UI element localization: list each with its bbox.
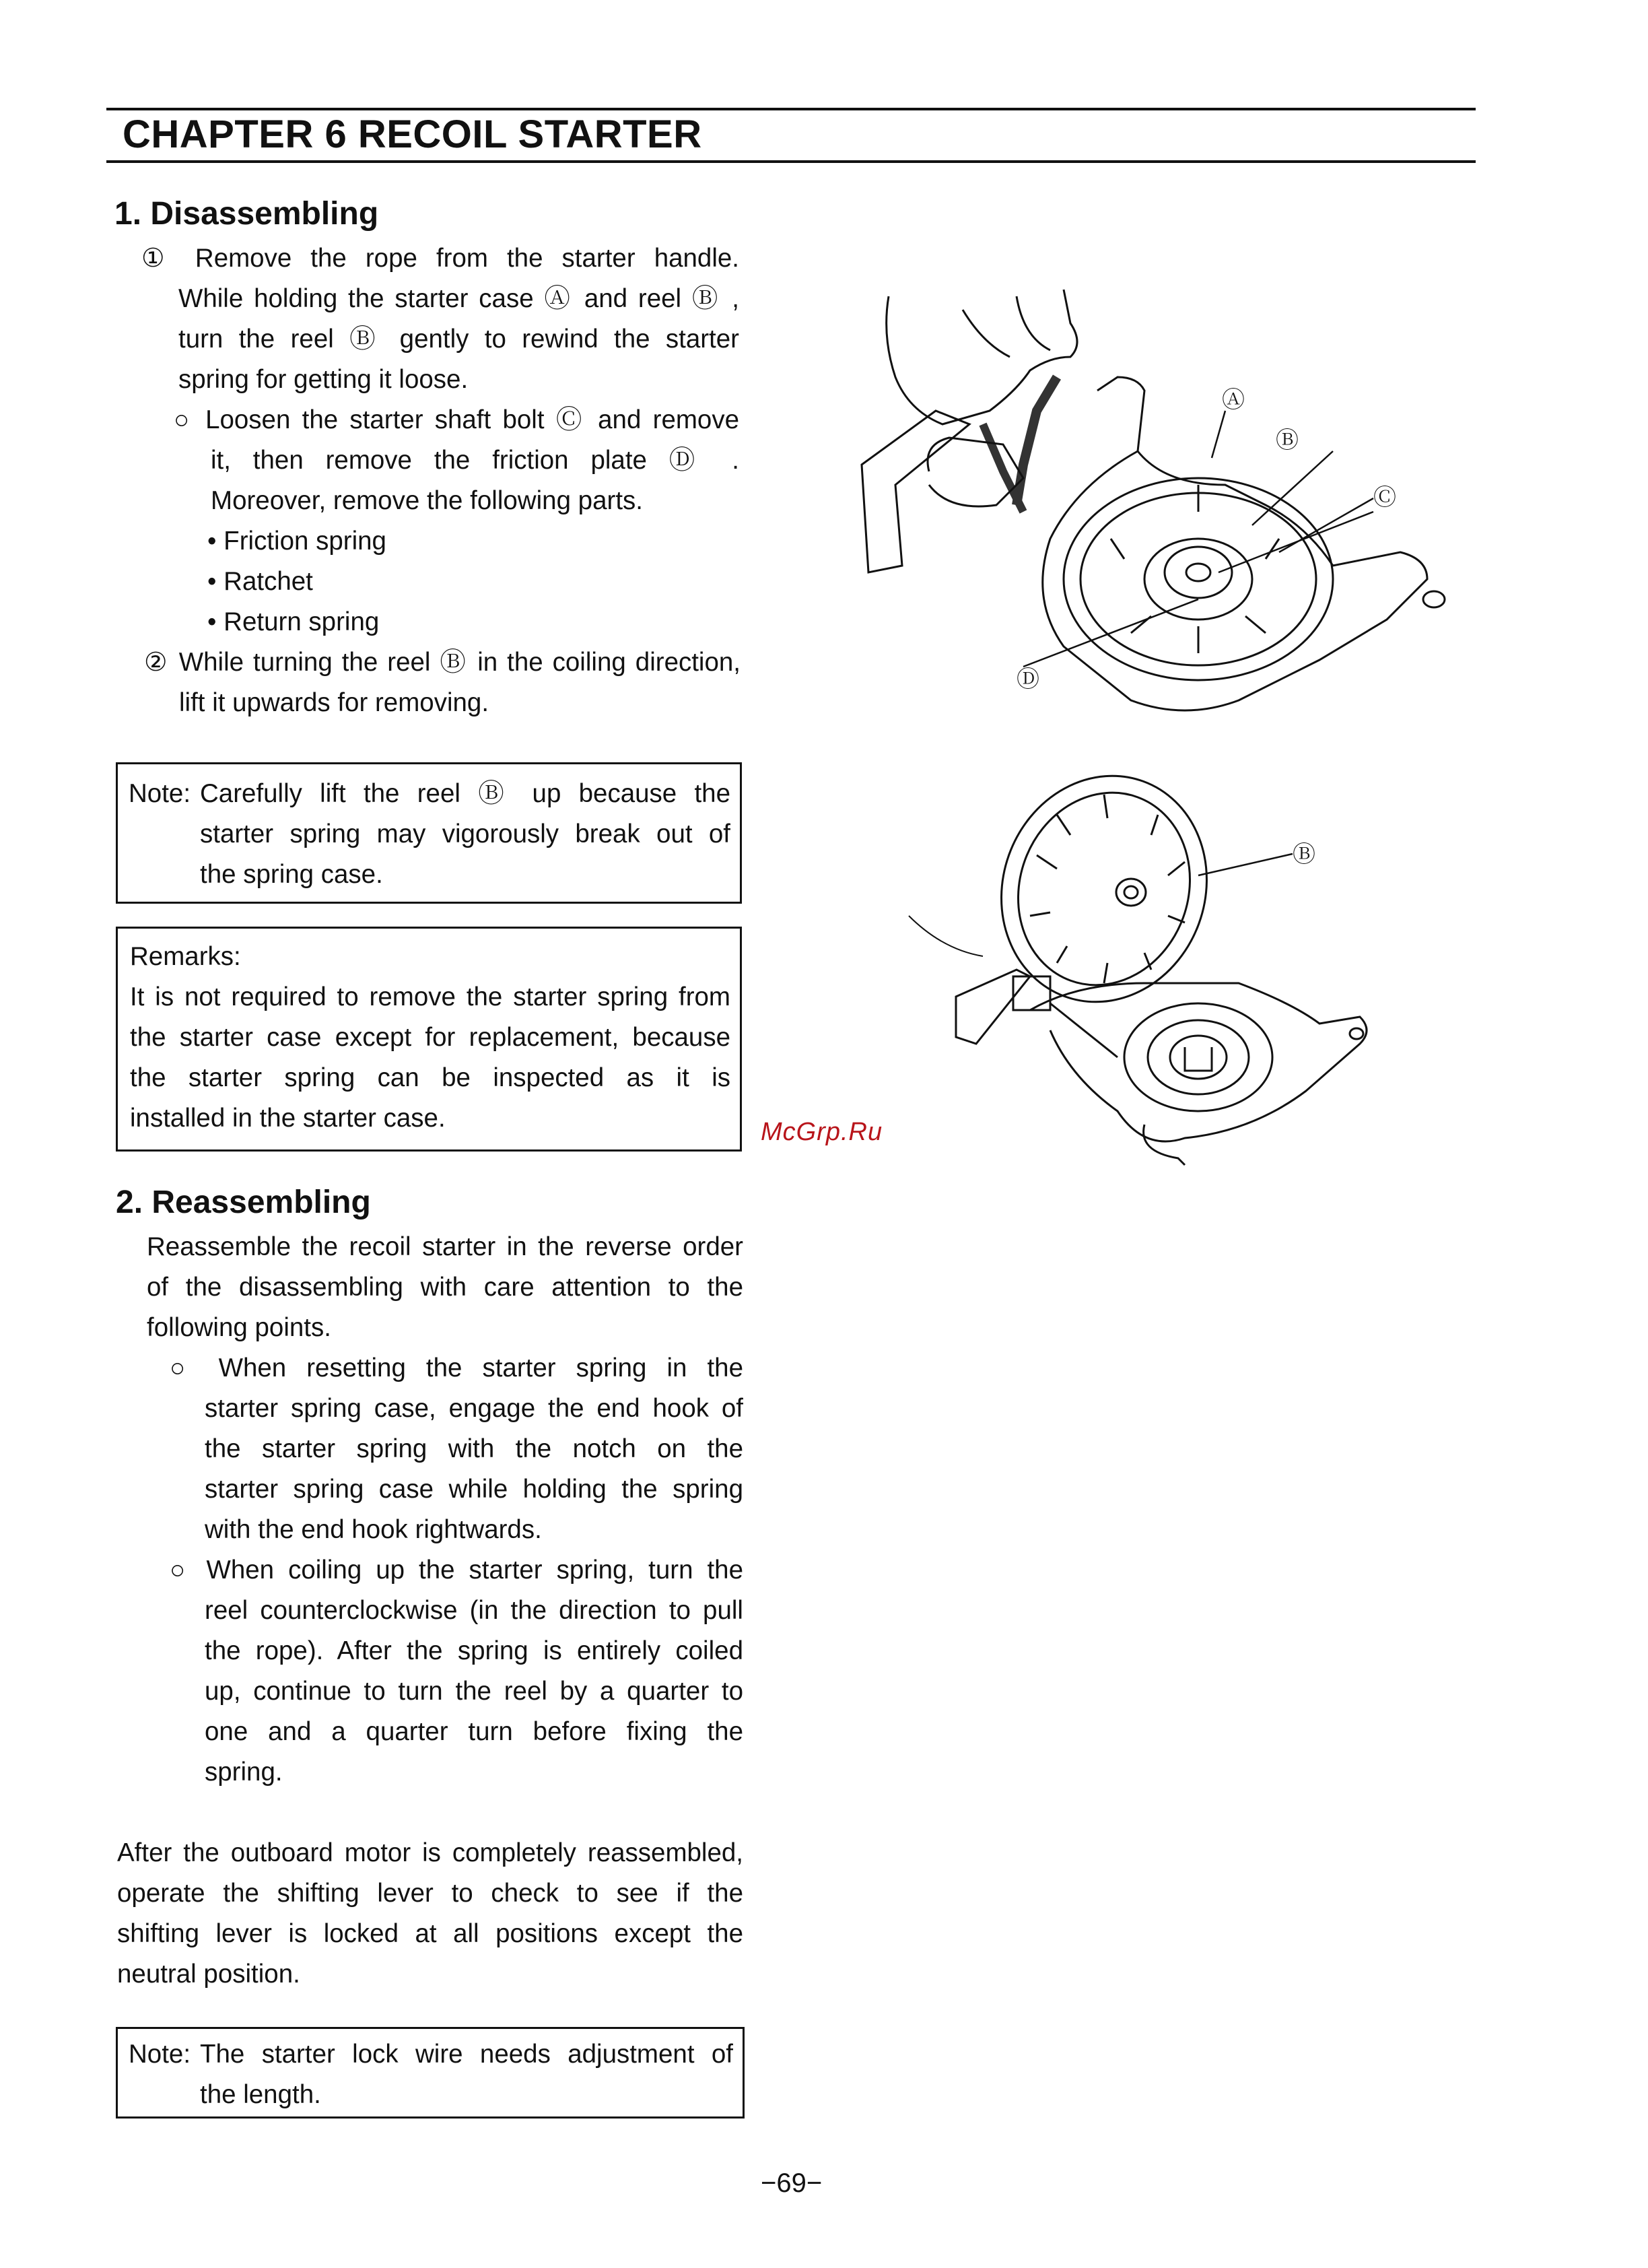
note-label: Note: xyxy=(129,779,191,808)
point-line: one and a quarter turn before fixing the xyxy=(205,1717,743,1746)
label-friction-plate: Ⓓ xyxy=(1017,667,1039,692)
sub-step-block xyxy=(174,400,739,521)
sub-step-line: it, then remove the friction plate Ⓓ . xyxy=(211,446,739,475)
intro-line: following points. xyxy=(147,1313,331,1342)
after-line: operate the shifting lever to check to see if the xyxy=(117,1879,743,1908)
point-line: starter spring case, engage the end hook of xyxy=(205,1394,743,1423)
after-reassembly-paragraph xyxy=(117,1833,743,1995)
step1-line: ① Remove the rope from the starter handle. xyxy=(141,244,739,273)
note-text xyxy=(200,2034,733,2115)
parts-list xyxy=(207,521,386,642)
hand-drawing xyxy=(887,290,1077,424)
label-reel: Ⓑ xyxy=(1276,428,1299,453)
remarks-text xyxy=(130,937,730,1139)
list-item: • Return spring xyxy=(207,607,380,636)
intro-line: Reassemble the recoil starter in the reverse order xyxy=(147,1232,743,1261)
point-line: spring. xyxy=(205,1758,283,1787)
list-item: • Ratchet xyxy=(207,567,313,596)
note-line: starter spring may vigorously break out of xyxy=(200,820,730,848)
note-label: Note: xyxy=(129,2040,191,2069)
step2-line: lift it upwards for removing. xyxy=(179,688,489,717)
chapter-title: CHAPTER 6 RECOIL STARTER xyxy=(123,112,702,156)
step1-block xyxy=(141,238,739,400)
point-line: up, continue to turn the reel by a quarter to xyxy=(205,1677,743,1706)
label-case: Ⓐ xyxy=(1222,387,1245,413)
label-bolt: Ⓒ xyxy=(1373,485,1396,510)
note-line: the spring case. xyxy=(200,860,383,889)
point-line: starter spring case while holding the spring xyxy=(205,1475,743,1504)
title-underline xyxy=(106,160,1476,163)
step1-line: While holding the starter case Ⓐ and reel Ⓑ , xyxy=(178,284,739,313)
list-item: • Friction spring xyxy=(207,527,386,556)
remarks-line: It is not required to remove the starter spring from xyxy=(130,982,730,1011)
label-reel: Ⓑ xyxy=(1293,842,1315,867)
note-box-1 xyxy=(116,762,742,904)
step1-line: spring for getting it loose. xyxy=(178,365,469,394)
sub-step-line: Moreover, remove the following parts. xyxy=(211,486,643,515)
remarks-line: the starter case except for replacement, because xyxy=(130,1023,730,1052)
after-line: After the outboard motor is completely reassembled, xyxy=(117,1838,743,1867)
remarks-title: Remarks: xyxy=(130,942,241,971)
after-line: neutral position. xyxy=(117,1960,300,1989)
point-line: reel counterclockwise (in the direction to pull xyxy=(205,1596,743,1625)
remarks-box xyxy=(116,927,742,1152)
step2-line: ② While turning the reel Ⓑ in the coiling direction, xyxy=(144,648,741,677)
top-rule xyxy=(106,108,1476,110)
intro-line: of the disassembling with care attention to the xyxy=(147,1273,743,1302)
point-line: the starter spring with the notch on the xyxy=(205,1434,743,1463)
note-line: the length. xyxy=(200,2080,321,2109)
rope-drawing xyxy=(1017,377,1057,505)
remarks-line: installed in the starter case. xyxy=(130,1104,446,1133)
note-text xyxy=(200,774,730,895)
figure-disassembly-illustration xyxy=(848,283,1481,721)
reassembly-point-2 xyxy=(170,1550,743,1793)
step2-block xyxy=(144,642,741,723)
remarks-line: the starter spring can be inspected as it is xyxy=(130,1063,730,1092)
note-line: The starter lock wire needs adjustment of xyxy=(200,2040,733,2069)
figure-reel-removal-illustration xyxy=(902,774,1414,1192)
wire-drawing xyxy=(909,916,983,956)
bracket-drawing xyxy=(862,411,969,572)
sub-step-line: ○ Loosen the starter shaft bolt Ⓒ and remove xyxy=(174,405,739,434)
step1-line: turn the reel Ⓑ gently to rewind the starter xyxy=(178,325,739,354)
point-line: ○ When resetting the starter spring in the xyxy=(170,1354,743,1382)
reassembly-point-1 xyxy=(170,1348,743,1550)
note-box-2 xyxy=(116,2027,745,2119)
point-line: with the end hook rightwards. xyxy=(205,1515,542,1544)
after-line: shifting lever is locked at all positions except the xyxy=(117,1919,743,1948)
section-heading-reassembling: 2. Reassembling xyxy=(116,1185,371,1220)
reassembly-intro xyxy=(147,1227,743,1348)
case-drawing xyxy=(1030,983,1367,1141)
point-line: the rope). After the spring is entirely coiled xyxy=(205,1636,743,1665)
point-line: ○ When coiling up the starter spring, turn the xyxy=(170,1556,743,1585)
watermark: McGrp.Ru xyxy=(761,1118,883,1146)
section-heading-disassembling: 1. Disassembling xyxy=(114,196,379,232)
lifted-reel-drawing xyxy=(970,774,1238,1031)
note-line: Carefully lift the reel Ⓑ up because the xyxy=(200,779,730,808)
page-number: −69− xyxy=(761,2168,823,2198)
